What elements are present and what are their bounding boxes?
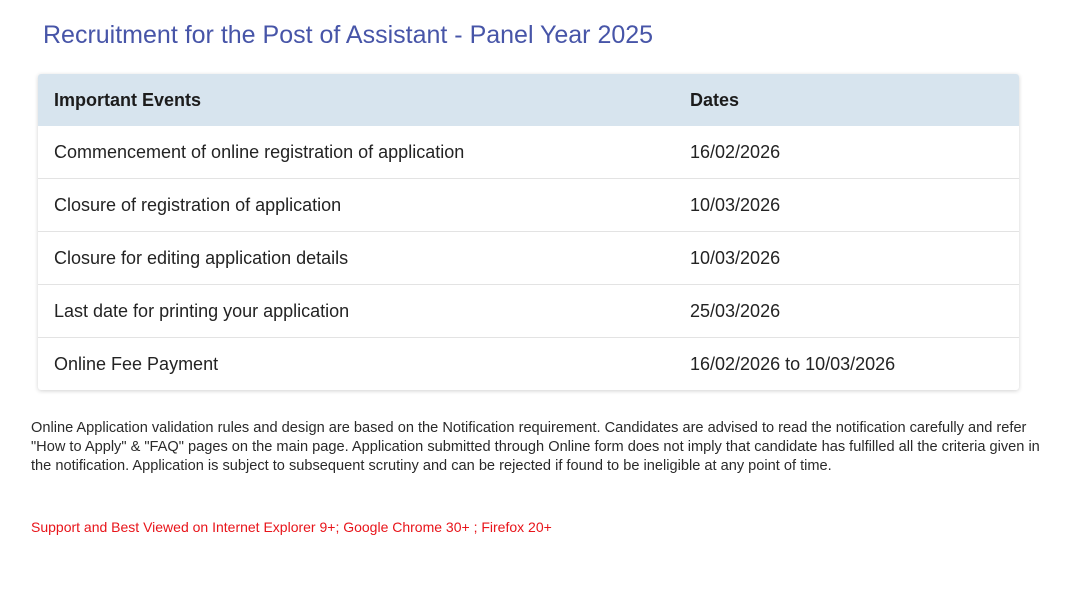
event-date: 25/03/2026 — [674, 285, 1019, 338]
event-date: 10/03/2026 — [674, 179, 1019, 232]
table-row — [38, 179, 1019, 232]
event-date: 10/03/2026 — [674, 232, 1019, 285]
event-name: Commencement of online registration of application — [54, 141, 465, 162]
event-date: 16/02/2026 to 10/03/2026 — [674, 338, 1019, 391]
table-row — [38, 285, 1019, 338]
important-events-card — [38, 74, 1019, 390]
table-row — [38, 338, 1019, 391]
application-notice: Online Application validation rules and design are based on the Notification requirement. Candidates are advised to read the notification carefully and refer "How to Apply" & "FAQ" pages on the main page. Application submitted through Online form does not imply that candidate has fulfilled all the criteria given in the notification. Application is subject to subsequent scrutiny and can be rejected if found to be ineligible at any point of time. — [31, 420, 1040, 474]
browser-support-note: Support and Best Viewed on Internet Explorer 9+; Google Chrome 30+ ; Firefox 20+ — [31, 519, 552, 535]
page-title: Recruitment for the Post of Assistant - Panel Year 2025 — [43, 21, 654, 49]
table-row — [38, 126, 1019, 179]
event-name: Closure for editing application details — [38, 232, 674, 285]
table-header-row — [38, 74, 1019, 126]
header-important-events: Important Events — [38, 74, 674, 126]
event-name: Last date for printing your application — [38, 285, 674, 338]
header-dates: Dates — [674, 74, 1019, 126]
event-name: Online Fee Payment — [38, 338, 674, 391]
event-date: 16/02/2026 — [690, 141, 781, 162]
event-name: Closure of registration of application — [38, 179, 674, 232]
table-row — [38, 232, 1019, 285]
important-events-table — [38, 74, 1019, 390]
